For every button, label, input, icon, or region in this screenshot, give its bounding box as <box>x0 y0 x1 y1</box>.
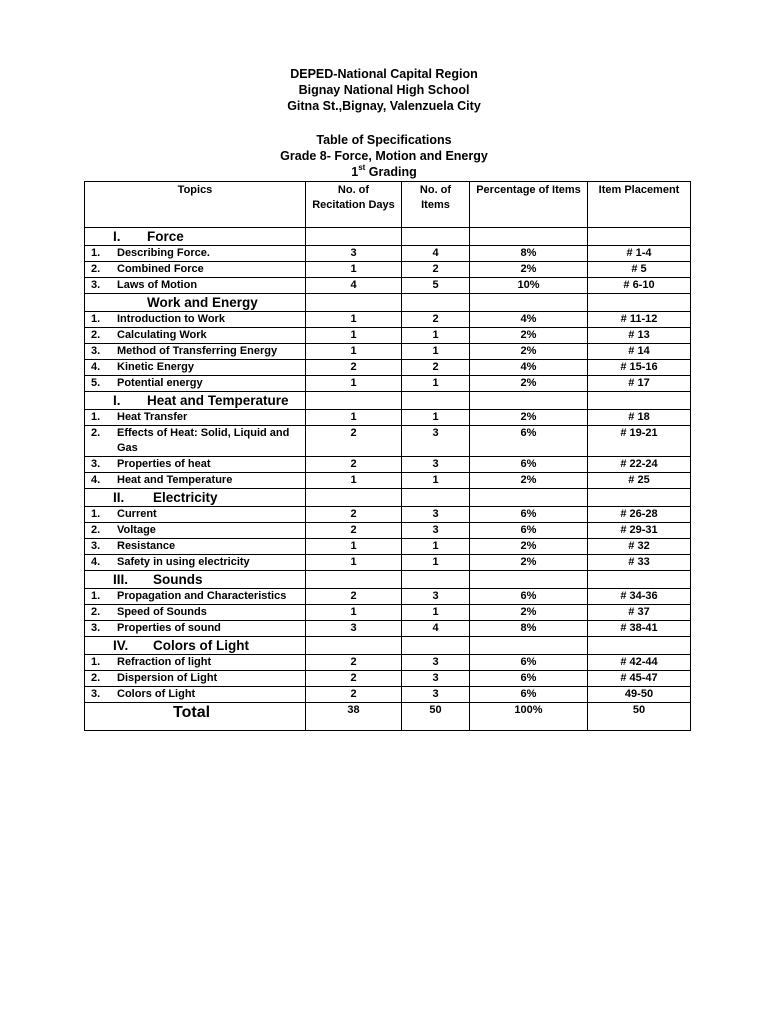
empty-cell <box>588 571 691 589</box>
placement-cell: # 37 <box>588 605 691 621</box>
percentage-cell: 6% <box>470 457 588 473</box>
percentage-cell: 2% <box>470 555 588 571</box>
items-cell: 2 <box>402 312 470 328</box>
empty-cell <box>588 392 691 410</box>
percentage-cell: 2% <box>470 376 588 392</box>
items-cell: 3 <box>402 655 470 671</box>
percentage-cell: 2% <box>470 328 588 344</box>
section-row <box>85 392 691 410</box>
topic-number: 3. <box>91 345 101 357</box>
table-row <box>85 262 691 278</box>
topic-cell <box>85 473 306 489</box>
placement-cell: # 33 <box>588 555 691 571</box>
items-cell: 1 <box>402 555 470 571</box>
recitation-days-cell: 3 <box>306 621 402 637</box>
items-cell: 1 <box>402 328 470 344</box>
topic-label: Potential energy <box>117 377 203 389</box>
placement-cell: # 45-47 <box>588 671 691 687</box>
recitation-days-cell: 2 <box>306 687 402 703</box>
table-body <box>85 228 691 703</box>
empty-cell <box>470 637 588 655</box>
topic-number: 2. <box>91 263 101 275</box>
school-name: Bignay National High School <box>298 83 470 97</box>
items-cell: 1 <box>402 605 470 621</box>
percentage-cell: 2% <box>470 605 588 621</box>
table-row <box>85 655 691 671</box>
items-cell: 1 <box>402 376 470 392</box>
recitation-days-cell: 1 <box>306 312 402 328</box>
placement-cell: 49-50 <box>588 687 691 703</box>
topic-cell <box>85 360 306 376</box>
table-row <box>85 671 691 687</box>
empty-cell <box>588 294 691 312</box>
percentage-cell: 8% <box>470 246 588 262</box>
table-row <box>85 473 691 489</box>
topic-cell <box>85 426 306 457</box>
total-label: Total <box>85 703 306 731</box>
recitation-days-cell: 1 <box>306 376 402 392</box>
recitation-days-cell: 2 <box>306 589 402 605</box>
topic-label: Voltage <box>117 524 156 536</box>
table-row <box>85 360 691 376</box>
table-row <box>85 328 691 344</box>
empty-cell <box>588 489 691 507</box>
total-row <box>85 703 691 731</box>
total-percent: 100% <box>470 703 588 731</box>
recitation-days-cell: 2 <box>306 457 402 473</box>
section-row <box>85 489 691 507</box>
empty-cell <box>402 228 470 246</box>
section-title: Sounds <box>153 572 203 587</box>
section-title: Electricity <box>153 490 218 505</box>
table-row <box>85 621 691 637</box>
recitation-days-cell: 2 <box>306 523 402 539</box>
empty-cell <box>402 294 470 312</box>
topic-label: Kinetic Energy <box>117 361 195 373</box>
empty-cell <box>402 571 470 589</box>
recitation-days-cell: 2 <box>306 426 402 457</box>
recitation-days-cell: 3 <box>306 246 402 262</box>
topic-number: 4. <box>91 474 101 486</box>
empty-cell <box>402 637 470 655</box>
topic-number: 2. <box>91 427 101 439</box>
section-row <box>85 637 691 655</box>
placement-cell: # 18 <box>588 410 691 426</box>
topic-number: 1. <box>91 313 101 325</box>
recitation-days-cell: 4 <box>306 278 402 294</box>
section-title: Heat and Temperature <box>147 393 289 408</box>
percentage-cell: 2% <box>470 410 588 426</box>
topic-label: Combined Force <box>117 263 204 275</box>
table-row <box>85 457 691 473</box>
placement-cell: # 32 <box>588 539 691 555</box>
table-header-row <box>85 182 691 228</box>
topic-cell <box>85 312 306 328</box>
recitation-days-cell: 2 <box>306 655 402 671</box>
empty-cell <box>588 637 691 655</box>
items-cell: 2 <box>402 262 470 278</box>
table-row <box>85 555 691 571</box>
topic-number: 3. <box>91 540 101 552</box>
section-row <box>85 228 691 246</box>
col-item-placement: Item Placement <box>588 182 691 228</box>
percentage-cell: 4% <box>470 360 588 376</box>
topic-label: Method of Transferring Energy <box>117 345 278 357</box>
topic-cell <box>85 523 306 539</box>
section-numeral: III. <box>113 572 129 587</box>
section-heading <box>85 294 306 312</box>
empty-cell <box>402 392 470 410</box>
topic-label: Calculating Work <box>117 329 207 341</box>
topic-label: Introduction to Work <box>117 313 225 325</box>
percentage-cell: 6% <box>470 687 588 703</box>
section-numeral: IV. <box>113 638 129 653</box>
section-heading <box>85 489 306 507</box>
items-cell: 3 <box>402 523 470 539</box>
col-topics: Topics <box>85 182 306 228</box>
empty-cell <box>470 571 588 589</box>
topic-cell <box>85 621 306 637</box>
topic-number: 4. <box>91 361 101 373</box>
topic-label: Heat and Temperature <box>117 474 233 486</box>
topic-number: 1. <box>91 508 101 520</box>
total-days: 38 <box>306 703 402 731</box>
topic-cell <box>85 376 306 392</box>
placement-cell: # 25 <box>588 473 691 489</box>
table-row <box>85 523 691 539</box>
total-placement: 50 <box>588 703 691 731</box>
col-recitation-days: No. of Recitation Days <box>306 182 402 228</box>
placement-cell: # 15-16 <box>588 360 691 376</box>
section-numeral: I. <box>113 229 121 244</box>
topic-label: Describing Force. <box>117 247 210 259</box>
topic-cell <box>85 589 306 605</box>
recitation-days-cell: 2 <box>306 671 402 687</box>
topic-number: 2. <box>91 329 101 341</box>
topic-number: 3. <box>91 458 101 470</box>
section-title: Colors of Light <box>153 638 249 653</box>
recitation-days-cell: 1 <box>306 262 402 278</box>
document-title: Table of Specifications <box>316 133 452 147</box>
recitation-days-cell: 1 <box>306 328 402 344</box>
topic-cell <box>85 655 306 671</box>
items-cell: 1 <box>402 410 470 426</box>
percentage-cell: 6% <box>470 655 588 671</box>
items-cell: 4 <box>402 246 470 262</box>
placement-cell: # 26-28 <box>588 507 691 523</box>
section-row <box>85 571 691 589</box>
total-items: 50 <box>402 703 470 731</box>
topic-cell <box>85 246 306 262</box>
percentage-cell: 2% <box>470 473 588 489</box>
items-cell: 1 <box>402 539 470 555</box>
topic-number: 1. <box>91 656 101 668</box>
recitation-days-cell: 1 <box>306 344 402 360</box>
topic-label: Properties of sound <box>117 622 221 634</box>
topic-cell <box>85 344 306 360</box>
school-address: Gitna St.,Bignay, Valenzuela City <box>287 99 481 113</box>
placement-cell: # 22-24 <box>588 457 691 473</box>
grading-period: 1st Grading <box>351 162 417 179</box>
table-row <box>85 410 691 426</box>
region-line: DEPED-National Capital Region <box>290 67 478 81</box>
placement-cell: # 5 <box>588 262 691 278</box>
items-cell: 3 <box>402 671 470 687</box>
topic-cell <box>85 457 306 473</box>
table-row <box>85 278 691 294</box>
percentage-cell: 6% <box>470 523 588 539</box>
placement-cell: # 13 <box>588 328 691 344</box>
topic-cell <box>85 539 306 555</box>
empty-cell <box>306 228 402 246</box>
items-cell: 1 <box>402 344 470 360</box>
items-cell: 4 <box>402 621 470 637</box>
percentage-cell: 8% <box>470 621 588 637</box>
empty-cell <box>470 489 588 507</box>
section-heading <box>85 571 306 589</box>
items-cell: 3 <box>402 507 470 523</box>
topic-cell <box>85 278 306 294</box>
section-numeral: II. <box>113 490 125 505</box>
topic-number: 3. <box>91 279 101 291</box>
items-cell: 2 <box>402 360 470 376</box>
table-row <box>85 344 691 360</box>
placement-cell: # 42-44 <box>588 655 691 671</box>
empty-cell <box>306 489 402 507</box>
percentage-cell: 10% <box>470 278 588 294</box>
topic-number: 4. <box>91 556 101 568</box>
topic-cell <box>85 671 306 687</box>
topic-label: Resistance <box>117 540 176 552</box>
topic-label: Properties of heat <box>117 458 211 470</box>
recitation-days-cell: 1 <box>306 410 402 426</box>
topic-label: Heat Transfer <box>117 411 188 423</box>
placement-cell: # 19-21 <box>588 426 691 457</box>
section-title: Work and Energy <box>147 295 258 310</box>
topic-label: Dispersion of Light <box>117 672 218 684</box>
topic-label: Refraction of light <box>117 656 212 668</box>
topic-cell <box>85 605 306 621</box>
topic-number: 1. <box>91 247 101 259</box>
recitation-days-cell: 2 <box>306 507 402 523</box>
recitation-days-cell: 1 <box>306 539 402 555</box>
topic-number: 5. <box>91 377 101 389</box>
topic-label: Propagation and Characteristics <box>117 590 287 602</box>
table-row <box>85 539 691 555</box>
section-title: Force <box>147 229 184 244</box>
placement-cell: # 38-41 <box>588 621 691 637</box>
topic-label: Colors of Light <box>117 688 196 700</box>
topic-cell <box>85 507 306 523</box>
items-cell: 1 <box>402 473 470 489</box>
section-numeral: I. <box>113 393 121 408</box>
percentage-cell: 2% <box>470 344 588 360</box>
recitation-days-cell: 2 <box>306 360 402 376</box>
col-percentage: Percentage of Items <box>470 182 588 228</box>
recitation-days-cell: 1 <box>306 473 402 489</box>
document-subtitle: Grade 8- Force, Motion and Energy <box>280 149 488 163</box>
section-heading <box>85 392 306 410</box>
items-cell: 3 <box>402 589 470 605</box>
empty-cell <box>588 228 691 246</box>
percentage-cell: 4% <box>470 312 588 328</box>
topic-label: Speed of Sounds <box>117 606 207 618</box>
placement-cell: # 11-12 <box>588 312 691 328</box>
empty-cell <box>402 489 470 507</box>
recitation-days-cell: 1 <box>306 605 402 621</box>
empty-cell <box>306 637 402 655</box>
topic-number: 3. <box>91 688 101 700</box>
empty-cell <box>306 571 402 589</box>
items-cell: 3 <box>402 687 470 703</box>
percentage-cell: 6% <box>470 426 588 457</box>
empty-cell <box>470 392 588 410</box>
table-row <box>85 589 691 605</box>
empty-cell <box>306 294 402 312</box>
placement-cell: # 1-4 <box>588 246 691 262</box>
section-heading <box>85 228 306 246</box>
empty-cell <box>470 228 588 246</box>
section-row <box>85 294 691 312</box>
document-header <box>0 66 768 180</box>
empty-cell <box>470 294 588 312</box>
recitation-days-cell: 1 <box>306 555 402 571</box>
placement-cell: # 6-10 <box>588 278 691 294</box>
table-row <box>85 687 691 703</box>
topic-number: 1. <box>91 411 101 423</box>
topic-cell <box>85 555 306 571</box>
items-cell: 5 <box>402 278 470 294</box>
topic-cell <box>85 410 306 426</box>
topic-label: Effects of Heat: Solid, Liquid and Gas <box>117 427 290 454</box>
specifications-table <box>84 181 691 731</box>
percentage-cell: 2% <box>470 539 588 555</box>
percentage-cell: 6% <box>470 507 588 523</box>
topic-number: 3. <box>91 622 101 634</box>
items-cell: 3 <box>402 457 470 473</box>
table-row <box>85 507 691 523</box>
table-row <box>85 376 691 392</box>
topic-cell <box>85 328 306 344</box>
topic-number: 2. <box>91 524 101 536</box>
topic-number: 1. <box>91 590 101 602</box>
topic-label: Safety in using electricity <box>117 556 250 568</box>
percentage-cell: 6% <box>470 589 588 605</box>
table-row <box>85 605 691 621</box>
percentage-cell: 6% <box>470 671 588 687</box>
items-cell: 3 <box>402 426 470 457</box>
table-row <box>85 246 691 262</box>
topic-label: Laws of Motion <box>117 279 198 291</box>
col-no-of-items: No. of Items <box>402 182 470 228</box>
topic-label: Current <box>117 508 157 520</box>
topic-cell <box>85 687 306 703</box>
percentage-cell: 2% <box>470 262 588 278</box>
empty-cell <box>306 392 402 410</box>
placement-cell: # 34-36 <box>588 589 691 605</box>
table-row <box>85 426 691 457</box>
table-row <box>85 312 691 328</box>
topic-number: 2. <box>91 672 101 684</box>
placement-cell: # 14 <box>588 344 691 360</box>
topic-cell <box>85 262 306 278</box>
section-heading <box>85 637 306 655</box>
placement-cell: # 29-31 <box>588 523 691 539</box>
topic-number: 2. <box>91 606 101 618</box>
placement-cell: # 17 <box>588 376 691 392</box>
